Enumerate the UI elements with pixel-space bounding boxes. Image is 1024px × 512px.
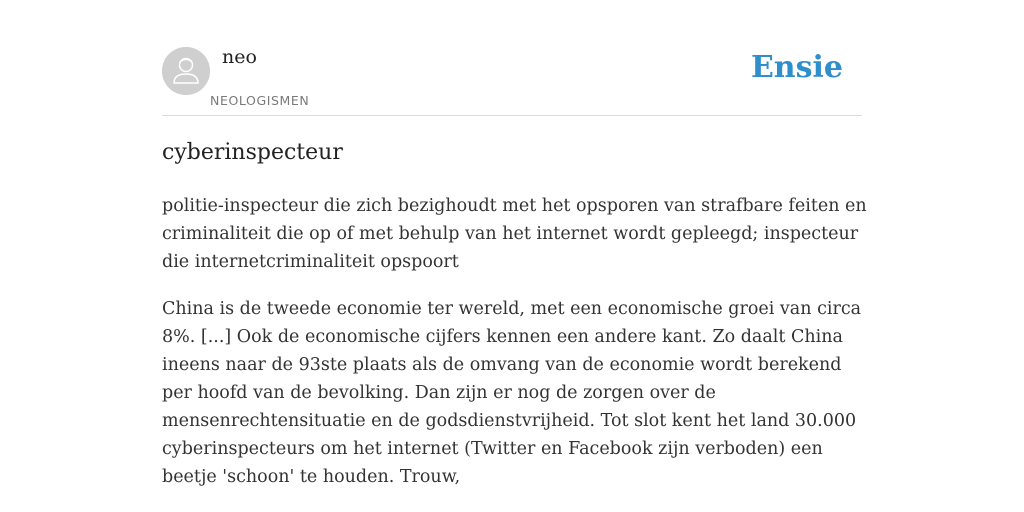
user-avatar-icon[interactable] xyxy=(162,47,210,95)
entry-definition: politie-inspecteur die zich bezighoudt met het opsporen van strafbare feiten en criminaliteit die op of met behulp van het internet wordt gepleegd; inspecteur die internetcriminaliteit opspoort xyxy=(162,196,867,272)
entry-example: China is de tweede economie ter wereld, met een economische groei van circa 8%. [...] Ook de economische cijfers kennen een andere kant. Zo daalt China ineens naar de 93ste plaats als de omvang van de economie wordt berekend per hoofd van de bevolking. Dan zijn er nog de zorgen over de mensenrechtensituatie en de godsdienstvrijheid. Tot slot kent het land 30.000 cyberinspecteurs om het internet (Twitter en Facebook zijn verboden) een beetje 'schoon' te houden. Trouw, xyxy=(162,299,862,487)
brand-logo[interactable]: Ensie xyxy=(750,50,843,85)
entry-term: cyberinspecteur xyxy=(162,140,343,165)
entry-header xyxy=(162,0,862,116)
author-name-link[interactable]: neo xyxy=(222,46,257,68)
category-label[interactable]: NEOLOGISMEN xyxy=(210,93,310,108)
entry-card xyxy=(162,0,867,487)
